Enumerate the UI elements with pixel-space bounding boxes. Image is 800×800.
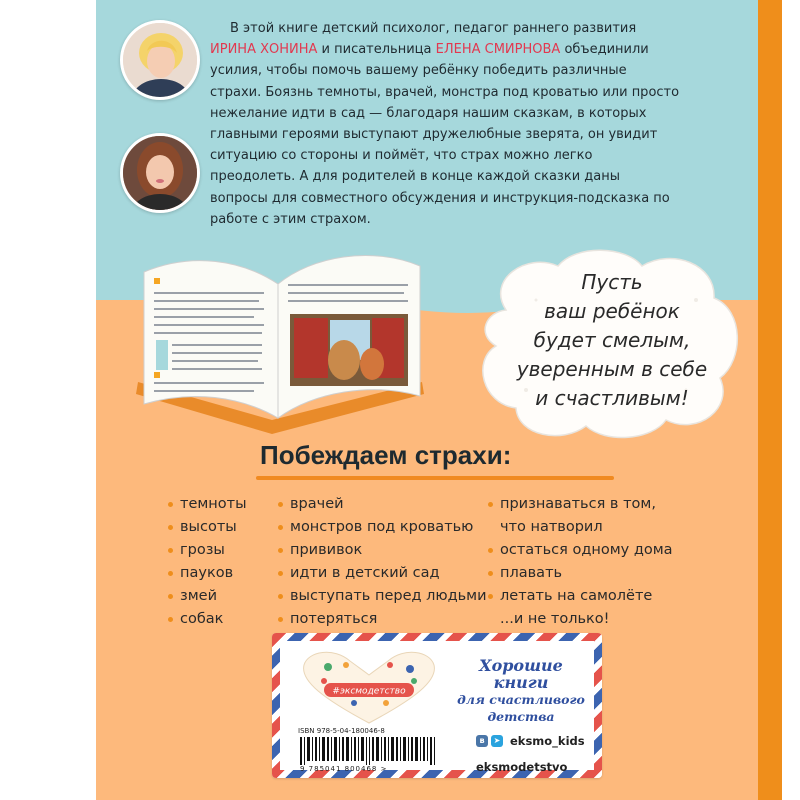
cloud-line: будет смелым, (533, 328, 691, 352)
intro-line1: В этой книге детский психолог, педагог раннего развития (230, 21, 637, 36)
telegram-icon: ➤ (491, 735, 503, 747)
open-book-illustration (132, 232, 432, 437)
heart-hashtag: #эксмодетство (332, 686, 406, 697)
list-item: остаться одному дома (488, 539, 673, 562)
intro-rest: объединили усилия, чтобы помочь вашему ребёнку победить различные страхи. Боязнь темноты, врачей, монстра под кроватью или просто нежелание идти в сад — благодаря нашим сказкам, в которых главными героями выступают дружелюбные зверята, он увидит ситуацию со стороны и поймёт, что страх можно легко преодолеть. А для родителей в конце каждой сказки даны вопросы для совместного обсуждения и инструкция-подсказка по работе с этим страхом. (210, 42, 680, 227)
list-item: врачей (278, 493, 487, 516)
site-row (476, 757, 585, 777)
list-item: признаваться в том, (488, 493, 673, 516)
list-item: грозы (168, 539, 247, 562)
fears-title: Побеждаем страхи: (260, 440, 512, 470)
heart-logo-icon (294, 647, 444, 727)
author1-name: ИРИНА ХОНИНА (210, 42, 318, 58)
list-item: пауков (168, 562, 247, 585)
list-item: потеряться (278, 608, 487, 631)
barcode-number: 9 785041 800468 > (300, 765, 388, 773)
isbn-text: ISBN 978-5-04-180046-8 (298, 727, 385, 735)
cloud-text (492, 268, 732, 413)
list-item: монстров под кроватью (278, 516, 487, 539)
slogan (456, 657, 586, 725)
slogan-line: Хорошие (479, 656, 563, 675)
slogan-line: для счастливого (457, 692, 585, 707)
slogan-line: книги (493, 673, 549, 692)
list-item: прививок (278, 539, 487, 562)
list-item: идти в детский сад (278, 562, 487, 585)
list-item: змей (168, 585, 247, 608)
author-photo-khonina (120, 20, 200, 100)
title-underline (256, 476, 614, 480)
publisher-label (272, 633, 602, 778)
isbn-block (298, 727, 454, 775)
book-back-cover (96, 0, 782, 800)
cloud-line: и счастливым! (535, 386, 689, 410)
label-inner (280, 641, 594, 774)
list-item: летать на самолёте (488, 585, 673, 608)
social-row (476, 731, 585, 751)
vk-icon: в (476, 735, 488, 747)
list-item: собак (168, 608, 247, 631)
cloud-line: ваш ребёнок (544, 299, 680, 323)
intro-and-writer: и писательница (317, 42, 436, 58)
list-item-continuation: ...и не только! (500, 611, 610, 627)
list-item-continuation: что натворил (500, 519, 603, 535)
slogan-line: детства (487, 709, 555, 724)
author-photo-smirnova (120, 133, 200, 213)
intro-paragraph (210, 18, 680, 230)
author2-name: ЕЛЕНА СМИРНОВА (435, 42, 561, 58)
cloud-line: Пусть (581, 270, 643, 294)
book-spine (758, 0, 782, 800)
cloud-line: уверенным в себе (516, 357, 708, 381)
list-item: высоты (168, 516, 247, 539)
barcode-icon (298, 737, 448, 765)
fears-column-1 (168, 493, 247, 631)
list-item: плавать (488, 562, 673, 585)
fears-column-3 (488, 493, 673, 631)
fears-column-2 (278, 493, 487, 631)
list-item: выступать перед людьми (278, 585, 487, 608)
list-item: темноты (168, 493, 247, 516)
social-block (476, 731, 585, 778)
site-name: eksmodetstvo (476, 760, 568, 774)
social-handle: eksmo_kids (510, 734, 585, 748)
